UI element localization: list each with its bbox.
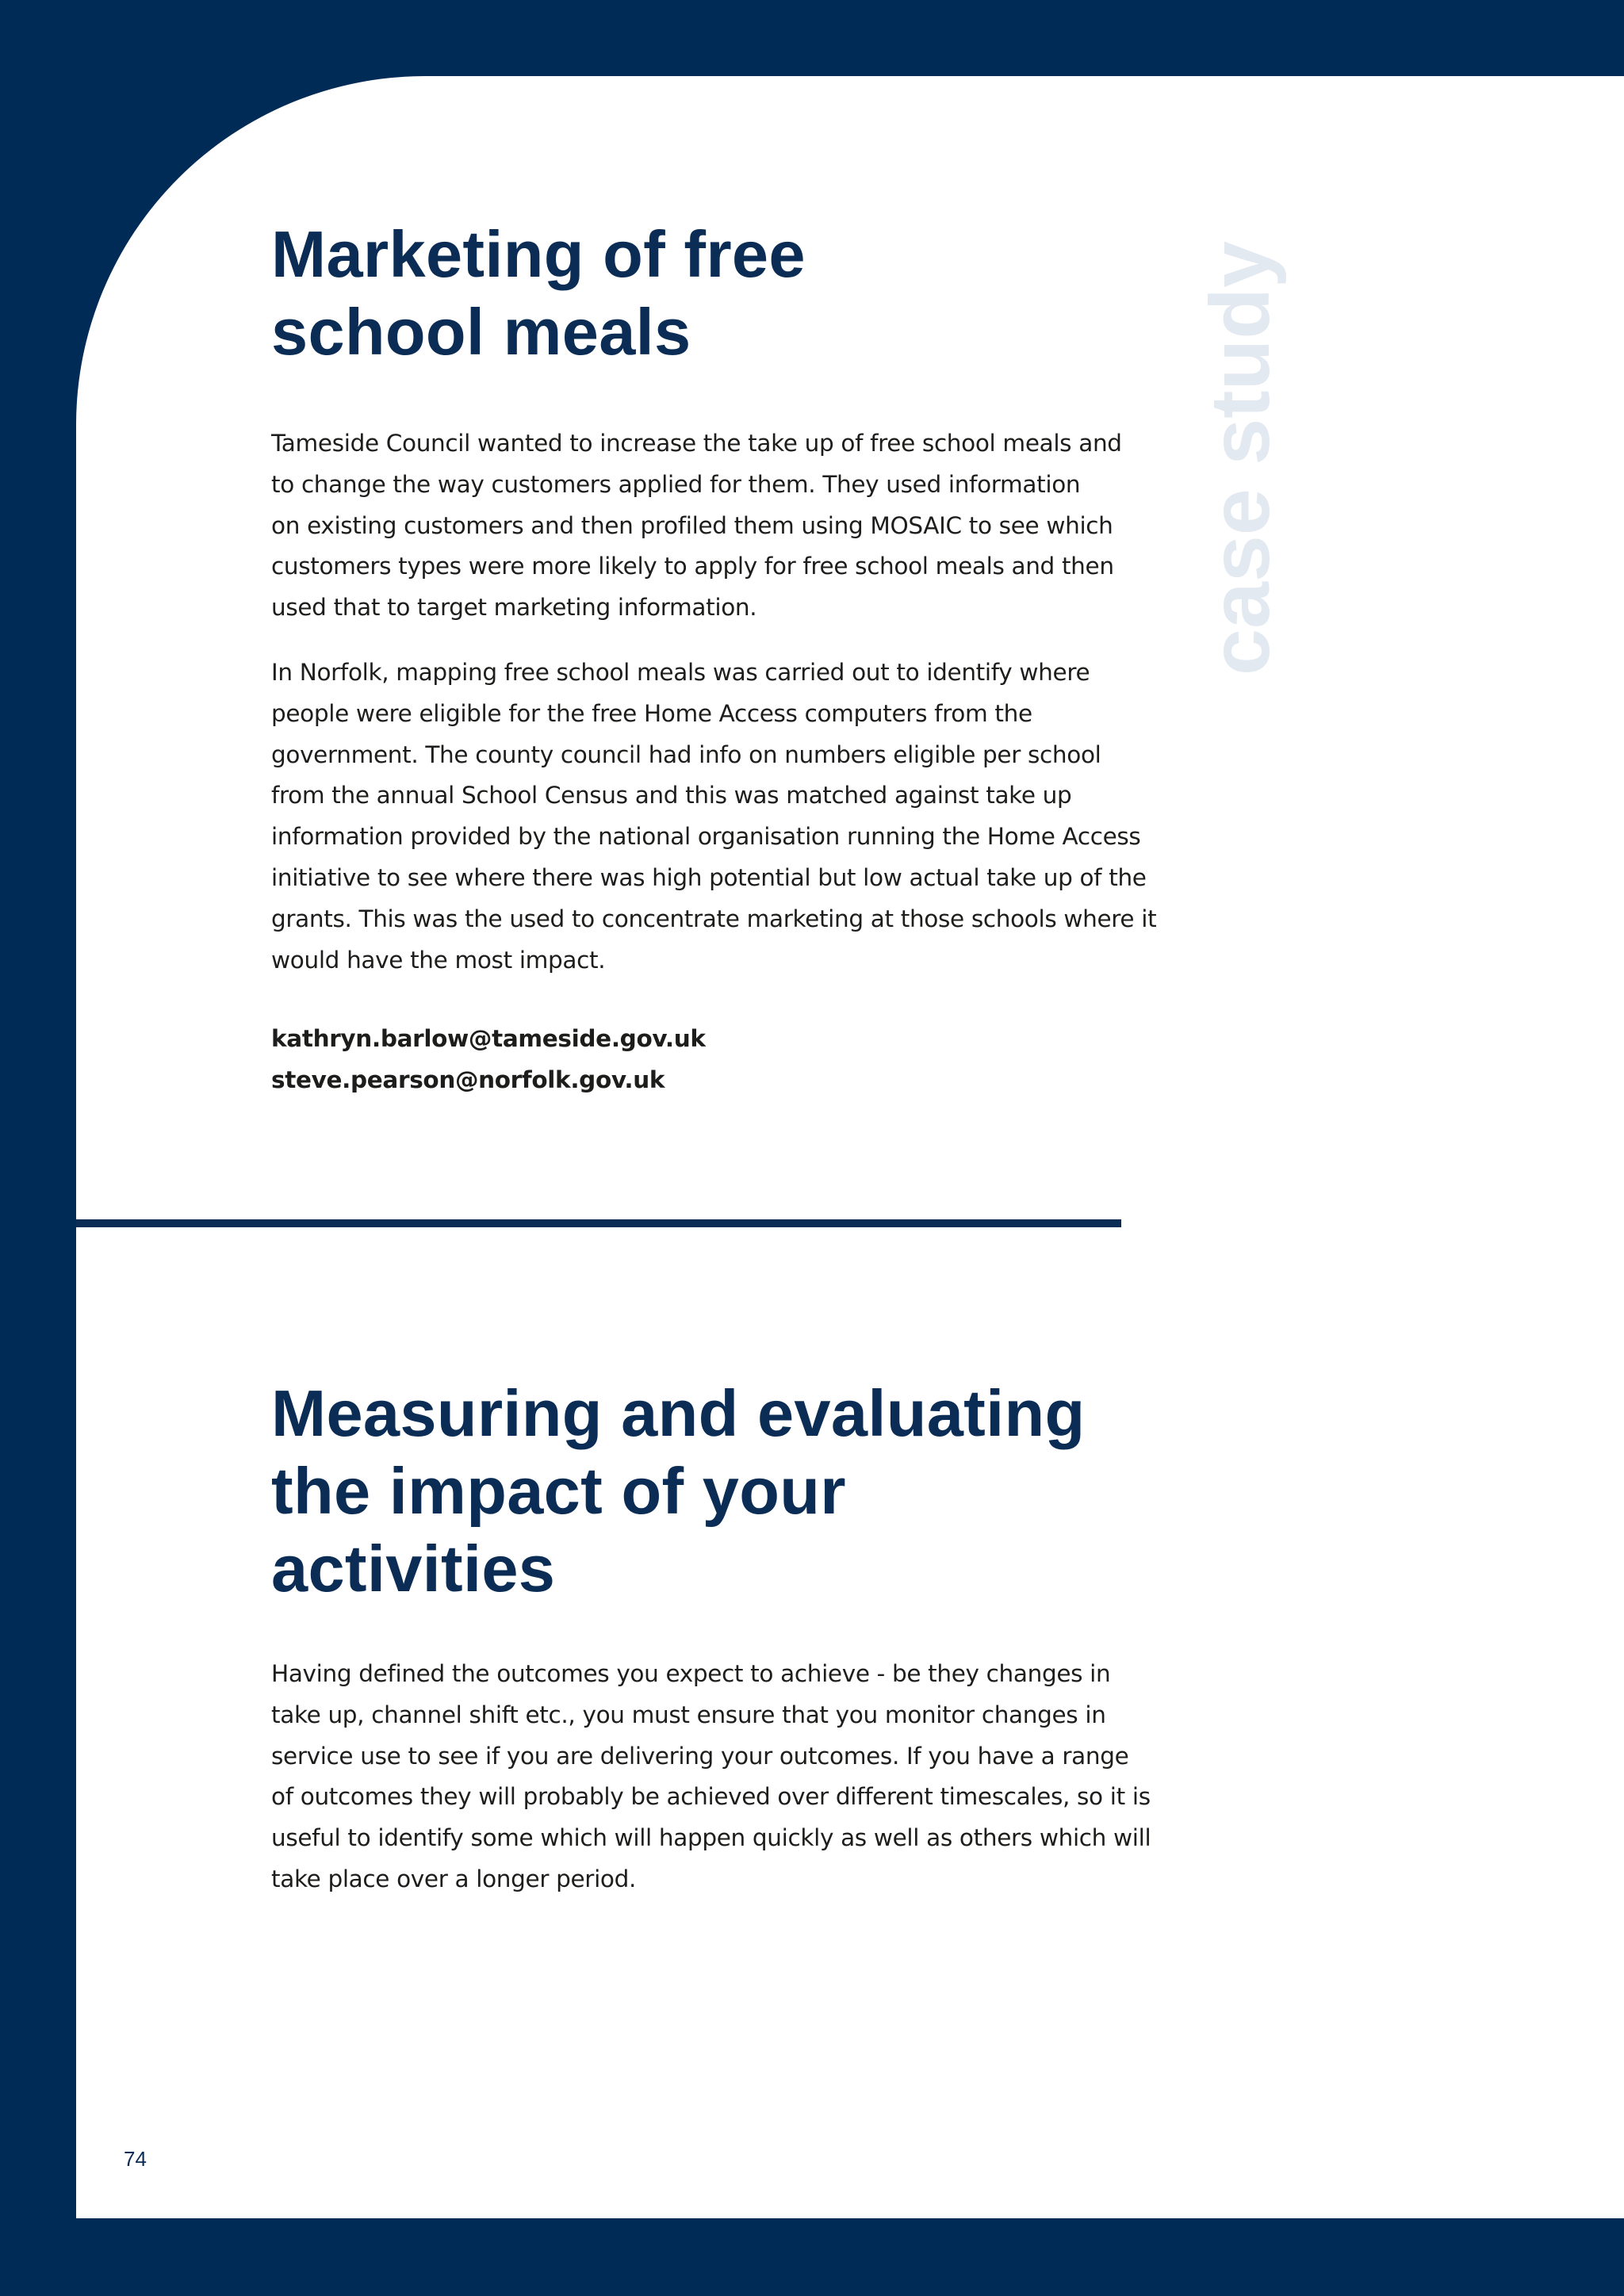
- paragraph-line: Having defined the outcomes you expect to achieve - be they changes in: [271, 1660, 1111, 1687]
- paragraph-line: grants. This was the used to concentrate marketing at those schools where it: [271, 905, 1157, 932]
- paragraph-line: on existing customers and then profiled them using MOSAIC to see which: [271, 511, 1113, 539]
- paragraph-line: Tameside Council wanted to increase the take up of free school meals and: [271, 430, 1122, 457]
- title-line: Marketing of free: [271, 217, 806, 291]
- tameside-paragraph: [271, 423, 1128, 629]
- email-link-norfolk[interactable]: steve.pearson@norfolk.gov.uk: [271, 1066, 665, 1093]
- title-line: the impact of your: [271, 1454, 846, 1528]
- paragraph-line: information provided by the national organisation running the Home Access: [271, 823, 1141, 851]
- case-study-side-label-text: case study: [1193, 241, 1287, 675]
- paragraph-line: take up, channel shift etc., you must ensure that you monitor changes in: [271, 1701, 1106, 1728]
- page-number: 74: [124, 2147, 147, 2171]
- top-frame-band: [0, 0, 1624, 76]
- paragraph-line: government. The county council had info on numbers eligible per school: [271, 740, 1101, 768]
- left-frame-band: [0, 0, 76, 2296]
- paragraph-line: of outcomes they will probably be achieved over different timescales, so it is: [271, 1783, 1151, 1811]
- case-study-side-label: [1193, 228, 1288, 688]
- measuring-paragraph: [271, 1654, 1151, 1900]
- paragraph-line: take place over a longer period.: [271, 1865, 637, 1892]
- measuring-impact-title: [271, 1375, 1143, 1608]
- marketing-free-school-meals-title: [271, 216, 985, 371]
- title-line: school meals: [271, 295, 691, 369]
- title-line: Measuring and evaluating: [271, 1376, 1086, 1450]
- section-divider: [76, 1219, 1121, 1227]
- paragraph-line: to change the way customers applied for them. They used information: [271, 470, 1081, 498]
- paragraph-line: useful to identify some which will happen quickly as well as others which will: [271, 1824, 1151, 1852]
- paragraph-line: people were eligible for the free Home Access computers from the: [271, 699, 1032, 727]
- paragraph-line: from the annual School Census and this was matched against take up: [271, 782, 1072, 809]
- paragraph-line: initiative to see where there was high potential but low actual take up of the: [271, 863, 1147, 891]
- paragraph-line: customers types were more likely to apply for free school meals and then: [271, 553, 1114, 580]
- norfolk-paragraph: [271, 652, 1157, 981]
- contact-emails: [271, 1018, 706, 1100]
- paragraph-line: service use to see if you are delivering your outcomes. If you have a range: [271, 1742, 1129, 1770]
- bottom-frame-band: [0, 2218, 1624, 2296]
- paragraph-line: would have the most impact.: [271, 946, 606, 974]
- paragraph-line: used that to target marketing information.: [271, 594, 757, 622]
- paragraph-line: In Norfolk, mapping free school meals was carried out to identify where: [271, 659, 1090, 686]
- title-line: activities: [271, 1532, 556, 1605]
- email-link-tameside[interactable]: kathryn.barlow@tameside.gov.uk: [271, 1025, 706, 1052]
